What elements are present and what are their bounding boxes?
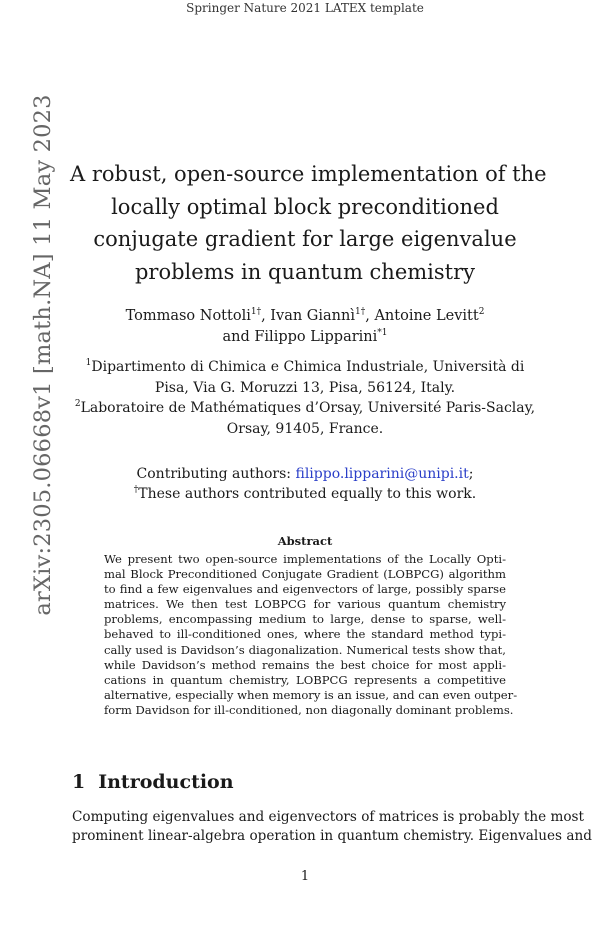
- contributing-email-link[interactable]: filippo.lipparini@unipi.it: [295, 466, 469, 482]
- paper-title: [70, 158, 547, 288]
- author-name: Ivan Giannì: [270, 308, 355, 324]
- abstract-line: to find a few eigenvalues and eigenvectors of large, possibly sparse: [104, 582, 506, 597]
- abstract-line: while Davidson’s method remains the best choice for most appli-: [104, 657, 506, 672]
- abstract-line: problems, encompassing medium to large, dense to sparse, well-: [104, 612, 506, 627]
- title-line: locally optimal block preconditioned: [111, 194, 499, 219]
- author-sup: 1†: [355, 307, 366, 317]
- running-header: Springer Nature 2021 LATEX template: [186, 1, 424, 15]
- section-title: Introduction: [98, 771, 234, 793]
- title-line: conjugate gradient for large eigenvalue: [93, 227, 517, 251]
- affiliation-line: Pisa, Via G. Moruzzi 13, Pisa, 56124, Italy.: [154, 379, 456, 396]
- body-line: prominent linear-algebra operation in quantum chemistry. Eigenvalues and: [72, 828, 592, 844]
- abstract-line: form Davidson for ill-conditioned, non diagonally dominant problems.: [104, 702, 514, 717]
- author-name: and Filippo Lipparini: [222, 329, 378, 345]
- author-separator: ,: [365, 308, 375, 324]
- body-line: Computing eigenvalues and eigenvectors of matrices is probably the most: [72, 809, 584, 825]
- affiliation-sup: 1: [85, 358, 92, 368]
- equal-contribution-mark: †: [133, 485, 139, 495]
- contributing-authors: [70, 464, 540, 504]
- section-heading: [72, 771, 234, 793]
- author-sup: 1†: [250, 307, 262, 317]
- abstract-heading: Abstract: [277, 534, 333, 548]
- affiliation-line: Orsay, 91405, France.: [226, 420, 384, 437]
- abstract-line: cally used is Davidson’s diagonalization. Numerical tests show that,: [104, 642, 506, 657]
- author-list: [70, 306, 540, 348]
- affiliations: [70, 357, 540, 439]
- equal-contribution-note: These authors contributed equally to this work.: [138, 486, 477, 502]
- title-line: A robust, open-source implementation of the: [70, 162, 547, 186]
- abstract-line: cations in quantum chemistry, LOBPCG represents a competitive: [104, 672, 506, 687]
- abstract-line: behaved to ill-conditioned ones, where the standard method typi-: [104, 627, 506, 642]
- affiliation-line: Dipartimento di Chimica e Chimica Industriale, Università di: [91, 359, 525, 375]
- author-name: Antoine Levitt: [374, 308, 479, 324]
- author-sup: *1: [377, 328, 388, 338]
- abstract-line: matrices. We then test LOBPCG for various quantum chemistry: [104, 597, 506, 612]
- abstract-line: alternative, especially when memory is an issue, and can even outper-: [104, 687, 518, 702]
- page-number: 1: [300, 869, 310, 884]
- author-sup: 2: [478, 307, 485, 317]
- affiliation-line: Laboratoire de Mathématiques d’Orsay, Université Paris-Saclay,: [80, 400, 536, 416]
- author-name: Tommaso Nottoli: [125, 308, 251, 324]
- author-separator: ,: [261, 308, 271, 324]
- affiliation-sup: 2: [74, 399, 81, 409]
- contributing-label: Contributing authors:: [136, 466, 292, 482]
- abstract-line: We present two open-source implementations of the Locally Opti-: [104, 552, 506, 566]
- title-line: problems in quantum chemistry: [134, 259, 476, 284]
- section-number: 1: [72, 771, 86, 793]
- abstract-line: mal Block Preconditioned Conjugate Gradient (LOBPCG) algorithm: [104, 567, 506, 582]
- introduction-text: [72, 808, 592, 846]
- contributing-end: ;: [468, 466, 474, 482]
- arxiv-identifier[interactable]: arXiv:2305.06668v1 [math.NA] 11 May 2023: [30, 94, 56, 616]
- abstract-body: [104, 552, 518, 718]
